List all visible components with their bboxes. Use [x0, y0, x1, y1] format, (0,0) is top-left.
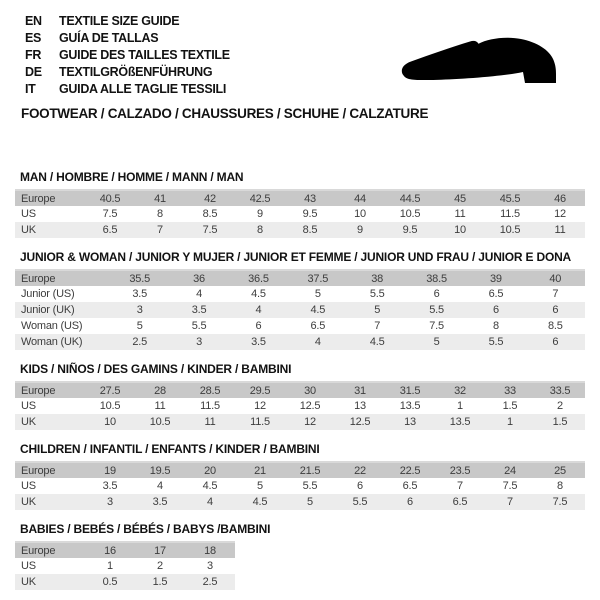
language-label: TEXTILGRÖßENFÜHRUNG — [59, 64, 213, 79]
size-cell: 21.5 — [299, 464, 321, 477]
size-cell: 8 — [557, 480, 563, 492]
size-cell: 18 — [204, 544, 216, 557]
language-label: GUIDA ALLE TAGLIE TESSILI — [59, 81, 227, 96]
size-cell: 2.5 — [132, 336, 148, 348]
size-cell: 7.5 — [502, 480, 518, 492]
size-cell: 1 — [107, 560, 113, 572]
size-cell: 31.5 — [399, 384, 421, 397]
shoe-icon — [396, 30, 576, 94]
size-cell: 37.5 — [307, 272, 329, 285]
size-table-section — [15, 170, 585, 238]
table-row — [15, 398, 585, 414]
size-cell: 9 — [357, 224, 363, 236]
size-cell: 22 — [354, 464, 366, 477]
size-tables — [15, 158, 585, 590]
size-cell: 10.5 — [399, 208, 421, 220]
size-cell: 11 — [204, 416, 216, 428]
size-cell: 0.5 — [102, 576, 118, 588]
size-cell: 5 — [314, 288, 321, 300]
language-row — [25, 63, 230, 80]
size-cell: 31 — [354, 384, 366, 397]
table-row — [15, 542, 235, 558]
size-cell: 38 — [371, 272, 384, 285]
row-label: UK — [21, 496, 36, 508]
language-row — [25, 80, 230, 97]
row-label: Junior (US) — [21, 288, 75, 300]
size-cell: 44.5 — [399, 192, 421, 205]
language-row — [25, 29, 230, 46]
size-table — [15, 189, 585, 238]
size-cell: 9.5 — [302, 208, 318, 220]
size-cell: 7.5 — [429, 320, 444, 332]
size-table-section — [15, 442, 585, 510]
language-code: DE — [25, 64, 42, 79]
size-cell: 3.5 — [102, 480, 118, 492]
size-table-section — [15, 362, 585, 430]
category-title: FOOTWEAR / CALZADO / CHAUSSURES / SCHUHE / CALZATURE — [21, 106, 429, 121]
language-code: EN — [25, 13, 42, 28]
row-label: Europe — [21, 272, 56, 285]
size-cell: 13.5 — [399, 400, 421, 412]
table-title: CHILDREN / INFANTIL / ENFANTS / KINDER / BAMBINI — [20, 442, 320, 456]
table-row — [15, 478, 585, 494]
size-cell: 12 — [304, 416, 316, 428]
row-label: Woman (US) — [21, 320, 83, 332]
table-row — [15, 302, 585, 318]
table-title: BABIES / BEBÉS / BÉBÉS / BABYS /BAMBINI — [20, 522, 271, 536]
row-label: US — [21, 480, 36, 492]
size-cell: 38.5 — [426, 272, 447, 285]
row-label: Woman (UK) — [21, 336, 83, 348]
size-cell: 4.5 — [251, 288, 266, 300]
size-cell: 7.5 — [552, 496, 568, 508]
size-cell: 6 — [492, 304, 499, 316]
size-cell: 10.5 — [99, 400, 121, 412]
size-cell: 43 — [304, 192, 316, 205]
size-cell: 3.5 — [132, 288, 148, 300]
row-label: Europe — [21, 192, 56, 205]
size-cell: 7.5 — [202, 224, 218, 236]
size-cell: 4.5 — [369, 336, 385, 348]
size-cell: 11 — [154, 400, 166, 412]
size-cell: 23.5 — [449, 464, 471, 477]
size-cell: 36 — [193, 272, 205, 285]
size-cell: 3 — [107, 496, 113, 508]
size-cell: 7.5 — [102, 208, 118, 220]
size-cell: 5 — [257, 480, 263, 492]
size-cell: 27.5 — [99, 384, 121, 397]
size-cell: 42.5 — [249, 192, 271, 205]
size-cell: 8 — [257, 224, 263, 236]
row-label: Europe — [21, 464, 56, 477]
row-label: US — [21, 400, 36, 412]
size-cell: 5.5 — [302, 480, 318, 492]
size-cell: 24 — [504, 464, 516, 477]
size-table — [15, 269, 585, 350]
size-cell: 5 — [433, 336, 440, 348]
language-label: GUÍA DE TALLAS — [59, 30, 159, 45]
table-row — [15, 190, 585, 206]
size-cell: 1.5 — [502, 400, 518, 412]
size-cell: 10.5 — [149, 416, 171, 428]
size-cell: 4.5 — [202, 480, 218, 492]
size-cell: 46 — [554, 192, 566, 205]
table-title: KIDS / NIÑOS / DES GAMINS / KINDER / BAMBINI — [20, 362, 292, 376]
size-cell: 28.5 — [199, 384, 221, 397]
table-row — [15, 318, 585, 334]
size-cell: 30 — [304, 384, 316, 397]
table-title: JUNIOR & WOMAN / JUNIOR Y MUJER / JUNIOR ET FEMME / JUNIOR UND FRAU / JUNIOR E DONA — [20, 250, 572, 264]
size-cell: 5.5 — [429, 304, 444, 316]
table-row — [15, 494, 585, 510]
size-cell: 40.5 — [99, 192, 121, 205]
table-row — [15, 270, 585, 286]
size-cell: 3 — [207, 560, 213, 572]
size-cell: 33.5 — [549, 384, 571, 397]
row-label: US — [21, 208, 36, 220]
size-cell: 6 — [255, 320, 262, 332]
size-cell: 13.5 — [449, 416, 471, 428]
size-cell: 8.5 — [302, 224, 318, 236]
size-cell: 12.5 — [349, 416, 371, 428]
size-cell: 22.5 — [399, 464, 421, 477]
size-table-section — [15, 250, 585, 350]
size-cell: 45.5 — [499, 192, 521, 205]
size-cell: 6.5 — [452, 496, 468, 508]
size-cell: 4 — [314, 336, 321, 348]
size-cell: 7 — [552, 288, 559, 300]
table-row — [15, 558, 235, 574]
language-row — [25, 46, 230, 63]
language-code: ES — [25, 30, 42, 45]
table-row — [15, 382, 585, 398]
language-row — [25, 12, 230, 29]
size-cell: 6.5 — [402, 480, 418, 492]
size-cell: 3.5 — [152, 496, 168, 508]
size-cell: 5 — [307, 496, 313, 508]
size-cell: 35.5 — [129, 272, 150, 285]
size-cell: 4 — [207, 496, 213, 508]
size-cell: 6.5 — [488, 288, 504, 300]
size-cell: 25 — [554, 464, 566, 477]
size-cell: 3 — [196, 336, 203, 348]
size-cell: 5.5 — [488, 336, 504, 348]
size-cell: 19 — [104, 464, 116, 477]
size-cell: 12 — [254, 400, 266, 412]
size-cell: 6 — [357, 480, 363, 492]
language-list — [25, 12, 230, 97]
table-row — [15, 574, 235, 590]
size-cell: 16 — [104, 544, 116, 557]
size-cell: 7 — [374, 320, 381, 332]
size-cell: 4.5 — [310, 304, 326, 316]
table-row — [15, 222, 585, 238]
language-label: GUIDE DES TAILLES TEXTILE — [59, 47, 230, 62]
size-cell: 5.5 — [352, 496, 368, 508]
size-table-section — [15, 522, 585, 590]
size-cell: 3.5 — [251, 336, 266, 348]
size-cell: 6 — [433, 288, 440, 300]
size-table — [15, 461, 585, 510]
size-cell: 6 — [407, 496, 413, 508]
size-cell: 8.5 — [547, 320, 563, 332]
size-cell: 17 — [154, 544, 166, 557]
size-cell: 33 — [504, 384, 516, 397]
size-cell: 5.5 — [191, 320, 207, 332]
size-cell: 5 — [374, 304, 381, 316]
size-cell: 10 — [104, 416, 116, 428]
size-table — [15, 381, 585, 430]
table-title: MAN / HOMBRE / HOMME / MANN / MAN — [20, 170, 244, 184]
row-label: UK — [21, 576, 36, 588]
language-label: TEXTILE SIZE GUIDE — [59, 13, 180, 28]
size-cell: 1.5 — [552, 416, 568, 428]
size-cell: 44 — [354, 192, 366, 205]
size-cell: 28 — [154, 384, 166, 397]
size-cell: 6.5 — [102, 224, 118, 236]
size-cell: 12 — [554, 208, 566, 220]
size-cell: 40 — [549, 272, 562, 285]
size-cell: 2 — [157, 560, 163, 572]
size-cell: 45 — [454, 192, 466, 205]
size-cell: 12.5 — [299, 400, 321, 412]
size-cell: 7 — [157, 224, 163, 236]
size-cell: 9 — [257, 208, 263, 220]
size-cell: 41 — [154, 192, 166, 205]
size-cell: 19.5 — [149, 464, 171, 477]
size-cell: 20 — [204, 464, 216, 477]
size-cell: 7 — [507, 496, 513, 508]
size-cell: 11.5 — [250, 416, 270, 428]
size-cell: 39 — [490, 272, 502, 285]
size-cell: 11 — [454, 208, 466, 220]
size-cell: 4.5 — [252, 496, 268, 508]
size-cell: 32 — [454, 384, 466, 397]
row-label: Europe — [21, 384, 56, 397]
size-cell: 8 — [157, 208, 163, 220]
table-row — [15, 334, 585, 350]
size-cell: 42 — [204, 192, 216, 205]
size-cell: 1 — [507, 416, 513, 428]
size-cell: 4 — [255, 304, 262, 316]
size-cell: 4 — [196, 288, 203, 300]
size-cell: 11.5 — [500, 208, 520, 220]
size-cell: 11.5 — [200, 400, 220, 412]
size-cell: 29.5 — [249, 384, 271, 397]
size-cell: 2.5 — [202, 576, 218, 588]
language-code: IT — [25, 81, 36, 96]
table-row — [15, 206, 585, 222]
table-row — [15, 286, 585, 302]
size-cell: 9.5 — [402, 224, 418, 236]
size-cell: 6 — [552, 336, 559, 348]
size-cell: 5 — [136, 320, 143, 332]
size-cell: 6.5 — [310, 320, 326, 332]
size-cell: 11 — [554, 224, 566, 236]
size-cell: 13 — [404, 416, 416, 428]
size-cell: 8 — [492, 320, 499, 332]
size-cell: 6 — [552, 304, 559, 316]
size-cell: 1 — [457, 400, 463, 412]
table-row — [15, 462, 585, 478]
size-table — [15, 541, 235, 590]
row-label: UK — [21, 416, 36, 428]
row-label: Junior (UK) — [21, 304, 75, 316]
size-cell: 3.5 — [191, 304, 207, 316]
size-cell: 10.5 — [499, 224, 521, 236]
size-cell: 10 — [354, 208, 366, 220]
size-cell: 1.5 — [152, 576, 168, 588]
row-label: Europe — [21, 544, 56, 557]
table-row — [15, 414, 585, 430]
size-cell: 8.5 — [202, 208, 218, 220]
size-cell: 10 — [454, 224, 466, 236]
row-label: US — [21, 560, 36, 572]
size-cell: 2 — [557, 400, 563, 412]
size-cell: 3 — [136, 304, 143, 316]
size-cell: 5.5 — [369, 288, 385, 300]
size-cell: 7 — [457, 480, 463, 492]
row-label: UK — [21, 224, 36, 236]
language-code: FR — [25, 47, 42, 62]
size-cell: 4 — [157, 480, 163, 492]
size-cell: 36.5 — [248, 272, 269, 285]
size-cell: 13 — [354, 400, 366, 412]
size-cell: 21 — [254, 464, 266, 477]
